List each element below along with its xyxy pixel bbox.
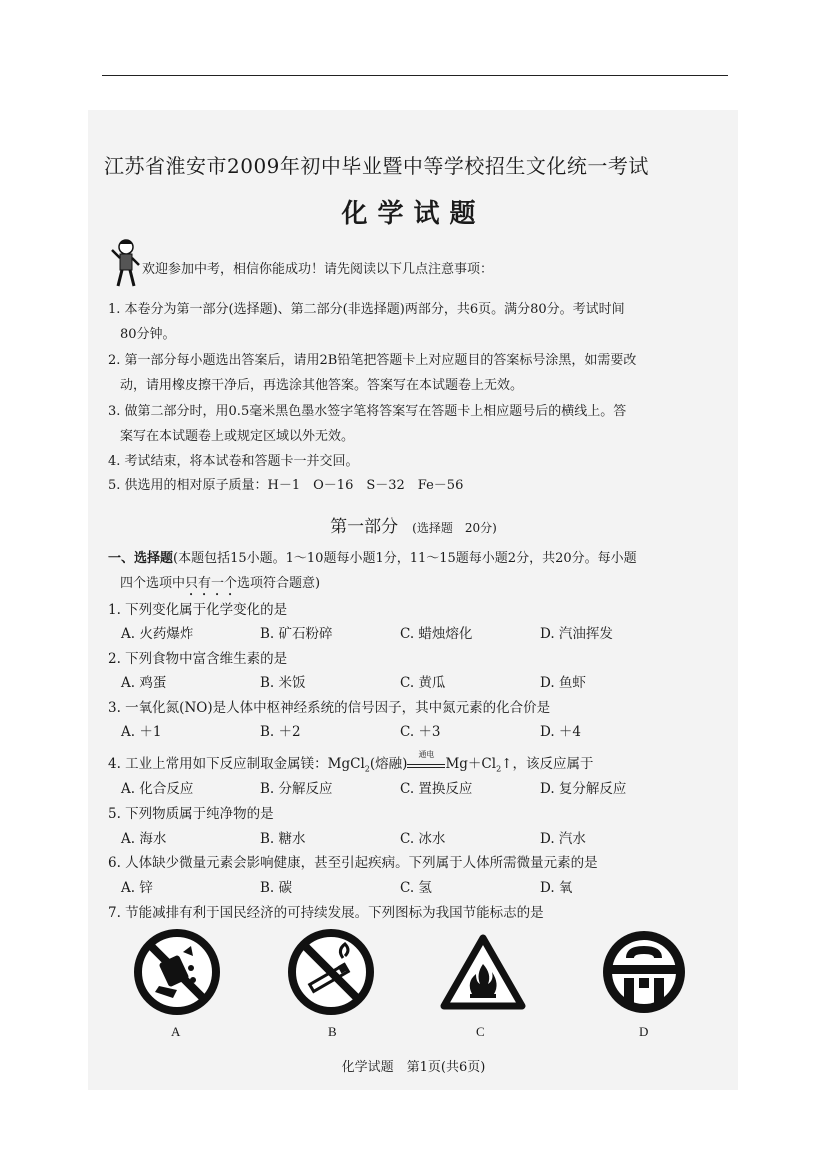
exam-title: 江苏省淮安市2009年初中毕业暨中等学校招生文化统一考试 <box>104 154 649 178</box>
note-line: 3. 做第二部分时，用0.5毫米黑色墨水签字笔将答案写在答题卡上相应题号后的横线上。答 <box>108 404 627 419</box>
top-rule <box>102 75 728 76</box>
note-line: 动，请用橡皮擦干净后，再选涂其他答案。答案写在本试题卷上无效。 <box>120 378 524 393</box>
stem-text: (熔融) <box>369 756 408 772</box>
option: B. ＋2 <box>260 724 301 740</box>
section-intro <box>108 547 637 566</box>
option: A. 火药爆炸 <box>121 626 194 642</box>
option: B. 分解反应 <box>260 781 333 797</box>
note-1 <box>108 298 625 342</box>
note-line: 1. 本卷分为第一部分(选择题)、第二部分(非选择题)两部分，共6页。满分80分。考试时间 <box>108 302 625 317</box>
question-stem: 5. 下列物质属于纯净物的是 <box>108 806 274 822</box>
note-4: 4. 考试结束，将本试卷和答题卡一并交回。 <box>108 454 359 469</box>
option: D. 氧 <box>540 880 573 896</box>
note-line: 案写在本试题卷上或规定区域以外无效。 <box>120 429 355 444</box>
question-stem <box>108 752 593 774</box>
option: A. 海水 <box>121 831 167 847</box>
note-line: 2. 第一部分每小题选出答案后，请用2B铅笔把答题卡上对应题目的答案标号涂黑，如需要改 <box>108 353 637 368</box>
section-desc: (本题包括15小题。1～10题每小题1分，11～15题每小题2分，共20分。每小题 <box>173 551 637 566</box>
subject-title: 化学试题 <box>341 199 486 229</box>
sign-label: A <box>171 1024 181 1039</box>
option: D. 汽油挥发 <box>540 626 613 642</box>
note-5: 5. 供选用的相对原子质量：H－1 O－16 S－32 Fe－56 <box>108 478 464 493</box>
no-smoking-icon <box>287 928 375 1016</box>
option: A. ＋1 <box>121 724 162 740</box>
section-desc-post: 选项符合题意) <box>237 576 321 591</box>
section-desc-pre: 四个选项中 <box>120 576 186 591</box>
option: D. 鱼虾 <box>540 675 586 691</box>
part-note: (选择题 20分) <box>412 521 497 535</box>
section-label: 一、选择题 <box>108 551 174 566</box>
question-stem: 1. 下列变化属于化学变化的是 <box>108 602 288 618</box>
stem-text: Mg＋Cl <box>445 756 497 772</box>
option: A. 鸡蛋 <box>121 675 167 691</box>
option: C. 置换反应 <box>400 781 473 797</box>
option: B. 米饭 <box>260 675 306 691</box>
option: C. 蜡烛熔化 <box>400 626 473 642</box>
stem-text: ↑，该反应属于 <box>501 756 594 772</box>
sign-label: D <box>639 1024 649 1039</box>
option: B. 矿石粉碎 <box>260 626 333 642</box>
question-stem: 6. 人体缺少微量元素会影响健康，甚至引起疾病。下列属于人体所需微量元素的是 <box>108 855 598 871</box>
option: C. 氢 <box>400 880 432 896</box>
no-fireworks-icon <box>133 928 221 1016</box>
option: B. 碳 <box>260 880 293 896</box>
section-intro-2 <box>120 572 320 599</box>
option: D. 汽水 <box>540 831 586 847</box>
sign-label: B <box>328 1024 337 1039</box>
question-stem: 7. 节能减排有利于国民经济的可持续发展。下列图标为我国节能标志的是 <box>108 905 544 921</box>
question-stem: 3. 一氧化氮(NO)是人体中枢神经系统的信号因子，其中氮元素的化合价是 <box>108 700 551 716</box>
energy-saving-icon <box>600 928 688 1016</box>
note-line: 80分钟。 <box>120 327 176 342</box>
option: A. 化合反应 <box>121 781 194 797</box>
note-2 <box>108 349 636 393</box>
welcome-text: 欢迎参加中考，相信你能成功！请先阅读以下几点注意事项： <box>142 262 494 277</box>
option: B. 糖水 <box>260 831 306 847</box>
subscript: 2 <box>496 764 502 774</box>
sign-label: C <box>476 1024 485 1039</box>
option: C. ＋3 <box>400 724 441 740</box>
mascot-icon <box>108 238 142 288</box>
question-stem: 2. 下列食物中富含维生素的是 <box>108 651 288 667</box>
flammable-warning-icon <box>440 934 526 1010</box>
option: D. 复分解反应 <box>540 781 627 797</box>
note-3 <box>108 400 626 444</box>
reaction-condition: 通电 <box>418 750 435 759</box>
part-title: 第一部分 <box>330 517 399 537</box>
option: C. 冰水 <box>400 831 446 847</box>
part-heading <box>0 512 827 537</box>
section-desc-emph: 只有一个 <box>185 576 238 591</box>
subscript: 2 <box>364 764 370 774</box>
page-footer: 化学试题 第1页(共6页) <box>341 1060 486 1075</box>
option: A. 锌 <box>121 880 153 896</box>
option: C. 黄瓜 <box>400 675 446 691</box>
stem-text: 4. 工业上常用如下反应制取金属镁：MgCl <box>108 756 365 772</box>
option: D. ＋4 <box>540 724 582 740</box>
reaction-arrow <box>407 750 445 768</box>
